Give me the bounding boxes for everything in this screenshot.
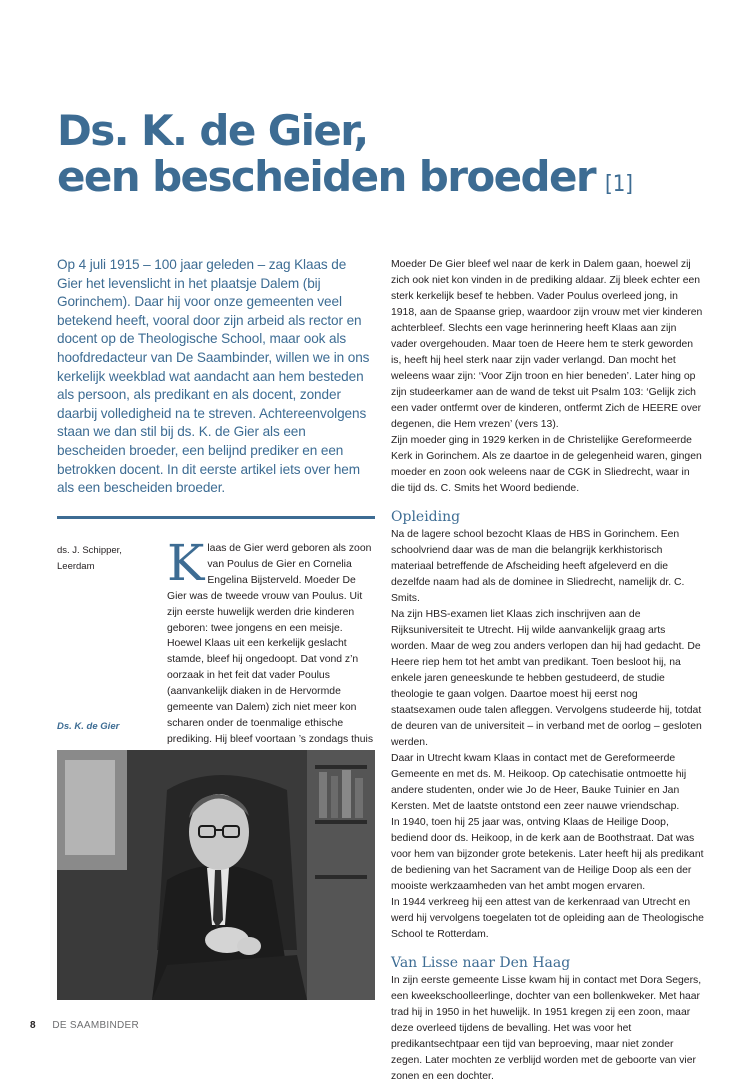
page-number: 8 [30, 1020, 36, 1031]
opening-text: laas de Gier werd geboren als zoon van Poulus de Gier en Cornelia Engelina Bijsterveld. Moeder De Gier was de tweede vrouw van Poulus. Uit zijn eerste huwelijk werden drie kinderen geboren: twee jongens en een meisje. Hoewel Klaas uit een kerkelijk geslacht stamde, bleef hij ongedoopt. Dat vond z’n oorzaak in het feit dat vader Poulus (aanvankelijk diaken in de Hervormde gemeente van Dalem) zich niet meer kon scharen onder de toenmalige ethische prediking. Hij bleef voortaan ’s zondags thuis [167, 543, 374, 745]
part-number: [1] [604, 172, 634, 197]
paragraph: Na de lagere school bezocht Klaas de HBS in Gorinchem. Een schoolvriend daar was de man die belangrijk kerkhistorisch materiaal betreffende de Afscheiding heeft afgeleverd en die dezelfde naam had als de dominee in Sliedrecht, namelijk dr. C. Smits. [391, 529, 685, 604]
section-heading-opleiding: Opleiding [391, 509, 461, 525]
opening-paragraph [167, 534, 375, 764]
title-line-2 [57, 154, 633, 208]
author-place: Leerdam [57, 561, 95, 572]
intro-divider [57, 516, 375, 519]
article-title [57, 108, 633, 208]
magazine-name: DE SAAMBINDER [52, 1020, 140, 1031]
title-line-1: Ds. K. de Gier, [57, 106, 368, 155]
paragraph: Zijn moeder ging in 1929 kerken in de Christelijke Gereformeerde Kerk in Gorinchem. Als ze daartoe in de gelegenheid waren, gingen moeder en zoon ook weleens naar de CGK in Sliedrecht, waar in die tijd ds. C. Smits het Woord bediende. [391, 435, 702, 494]
paragraph: In 1944 verkreeg hij een attest van de kerkenraad van Utrecht en werd hij vervolgens toegelaten tot de opleiding aan de Theologische School te Rotterdam. [391, 897, 704, 940]
author-byline [57, 543, 152, 575]
paragraph: In 1940, toen hij 25 jaar was, ontving Klaas de Heilige Doop, bediend door ds. Heikoop, in de kerk aan de Boothstraat. Dat was voor hem van bijzonder grote betekenis. Later heeft hij als predikant de bediening van het Sacrament van de Heilige Doop als een der mooiste werkzaamheden van het ambt mogen ervaren. [391, 817, 704, 892]
paragraph: Daar in Utrecht kwam Klaas in contact met de Gereformeerde Gemeente en met ds. M. Heikoop. Op catechisatie ontmoette hij andere studenten, onder wie Jo de Heer, Bauke Tuinier en Jan Kersten. Met de laatste ontstond een zeer nauwe vriendschap. [391, 753, 687, 812]
section-heading-lisse: Van Lisse naar Den Haag [391, 955, 571, 971]
intro-paragraph: Op 4 juli 1915 – 100 jaar geleden – zag Klaas de Gier het levenslicht in het plaatsje Dalem (bij Gorinchem). Daar hij voor onze gemeenten veel betekend heeft, vooral door zijn arbeid als rector en docent op de Theologische School, maar ook als hoofdredacteur van De Saambinder, willen we in ons kerkelijk weekblad wat aandacht aan hem besteden als persoon, als predikant en als docent, zonder daarbij volledigheid na te streven. Achtereenvolgens staan we dan stil bij ds. K. de Gier als een bescheiden broeder, een belijnd prediker en een betrokken docent. In dit eerste artikel iets over hem als een bescheiden broeder. [57, 257, 370, 496]
page-footer [30, 1020, 139, 1031]
photo-caption: Ds. K. de Gier [57, 721, 120, 732]
portrait-illustration [57, 750, 375, 1000]
portrait-photo [57, 750, 375, 1000]
author-name: ds. J. Schipper, [57, 545, 122, 556]
paragraph: In zijn eerste gemeente Lisse kwam hij in contact met Dora Segers, een kweekschoolleerlinge, dochter van een bollenkweker. Met haar trad hij in 1950 in het huwelijk. In 1951 kregen zij een zoon, maar deze overleed tijdens de bevalling. Het was voor het predikantsechtpaar een tijd van beproeving, maar niet zonder zegen. Later mochten ze verblijd worden met de geboorte van vier zonen en een dochter. [391, 975, 702, 1082]
paragraph: Na zijn HBS-examen liet Klaas zich inschrijven aan de Rijksuniversiteit te Utrecht. Hij wilde aanvankelijk graag arts worden. Maar de weg zou anders verlopen dan hij had gedacht. De Heere riep hem tot het ambt van predikant. Toen besloot hij, na enkele jaren geneeskunde te hebben gestudeerd, de studie theologie te gaan volgen. Daartoe moest hij eerst nog staatsexamen oude talen afleggen. Vervolgens studeerde hij, totdat de deuren van de universiteit – in verband met de oorlog – gesloten werden. [391, 609, 702, 748]
drop-cap: K [167, 534, 205, 592]
right-column [391, 257, 705, 1085]
title-line-2-text: een bescheiden broeder [57, 152, 595, 201]
paragraph: Moeder De Gier bleef wel naar de kerk in Dalem gaan, hoewel zij zich ook niet kon vinden in de prediking aldaar. Zij bleek echter een sterk kerkelijk besef te hebben. Vader Poulus overleed jong, in 1918, aan de Spaanse griep, waardoor zijn vrouw met vier kinderen achterbleef. Slechts een vage herinnering heeft Klaas aan zijn vader overgehouden. Maar toen de Heere hem te sterk geworden is, heeft hij heel sterk naar zijn vader verlangd. Dan mocht het weleens waar zijn: ‘Voor Zijn troon en hier beneden’. Later hing op zijn studeerkamer aan de wand de tekst uit Psalm 103: ‘Gelijk zich een vader ontfermt over de kinderen, ontfermt Zich de HEERE over degenen, die Hem vrezen’ (vers 13). [391, 259, 703, 430]
